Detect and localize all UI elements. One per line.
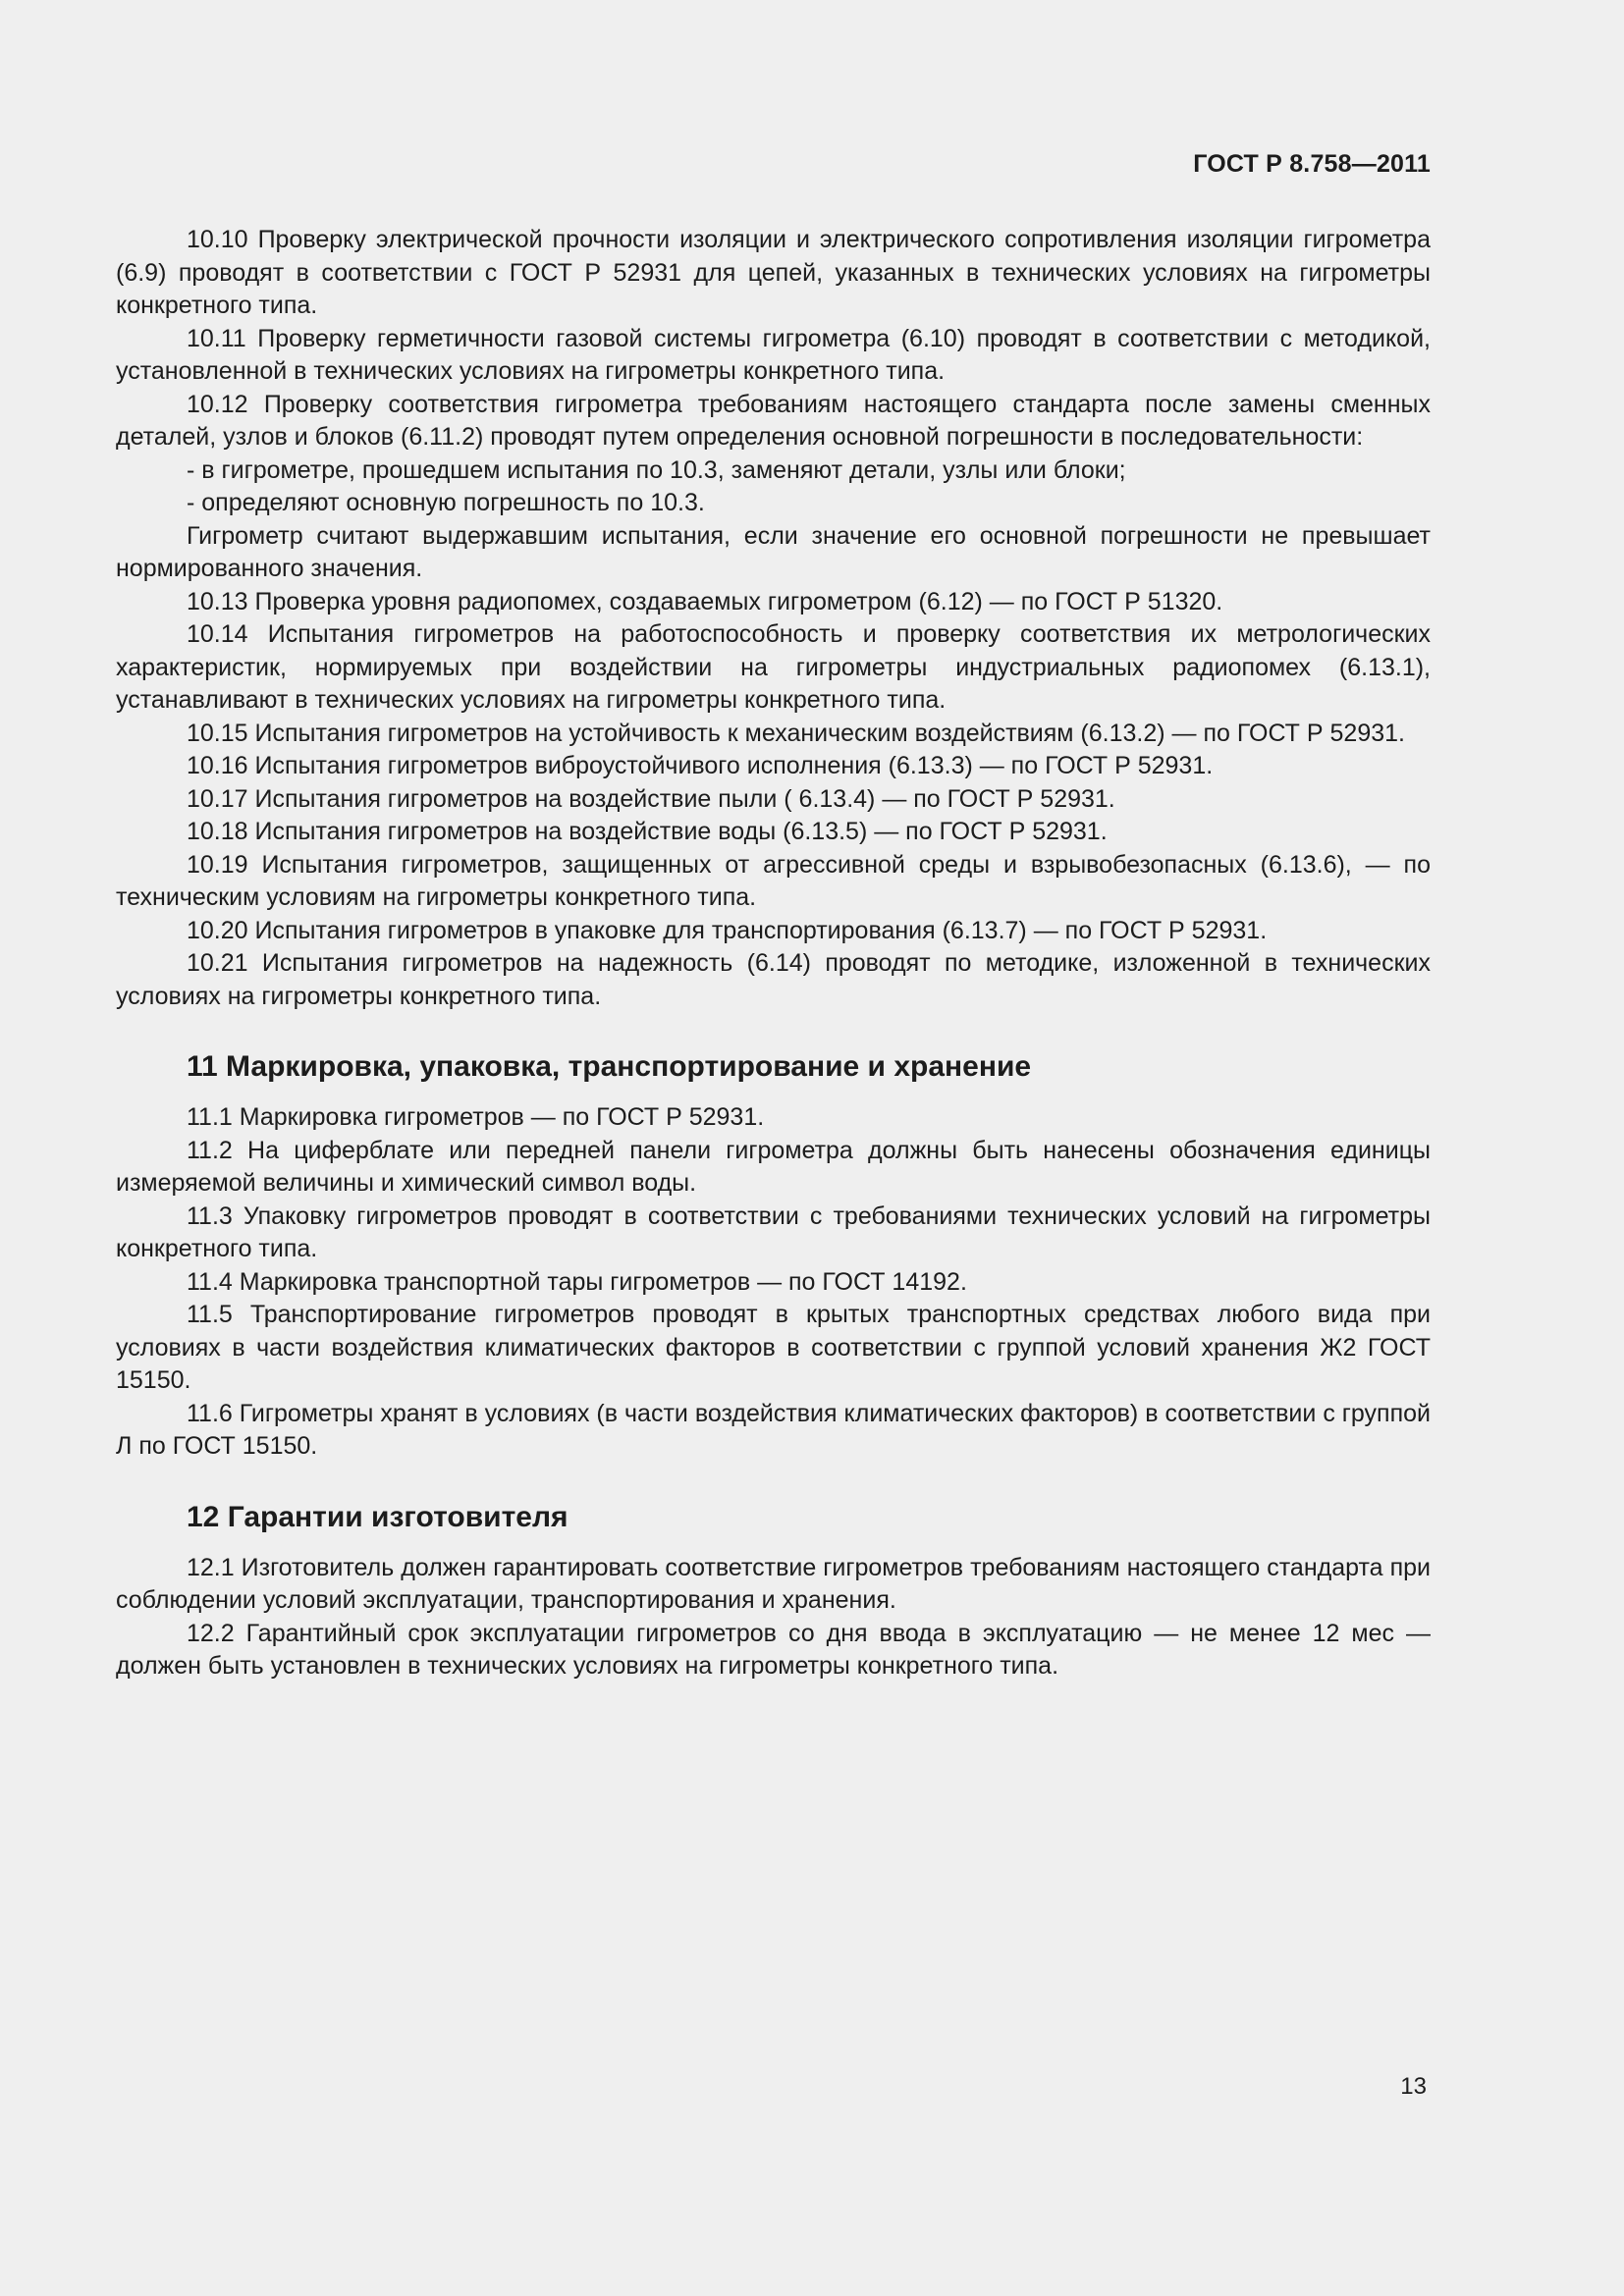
section-12-heading: 12 Гарантии изготовителя bbox=[187, 1500, 568, 1533]
paragraph: - определяют основную погрешность по 10.3. bbox=[187, 489, 705, 516]
paragraph: 10.17 Испытания гигрометров на воздействие пыли ( 6.13.4) — по ГОСТ Р 52931. bbox=[187, 784, 1115, 813]
paragraph: 10.16 Испытания гигрометров виброустойчивого исполнения (6.13.3) — по ГОСТ Р 52931. bbox=[187, 752, 1214, 779]
paragraph: 11.3 Упаковку гигрометров проводят в соответствии с требованиями технических условий на гигрометры конкретного типа. bbox=[116, 1201, 1431, 1262]
paragraph: 10.20 Испытания гигрометров в упаковке для транспортирования (6.13.7) — по ГОСТ Р 52931. bbox=[187, 916, 1268, 944]
paragraph: 10.11 Проверку герметичности газовой системы гигрометра (6.10) проводят в соответствии с методикой, установленной в технических условиях на гигрометры конкретного типа. bbox=[116, 324, 1431, 385]
document-body bbox=[116, 224, 1431, 1683]
paragraph: 11.1 Маркировка гигрометров — по ГОСТ Р 52931. bbox=[187, 1103, 765, 1131]
paragraph: 11.5 Транспортирование гигрометров проводят в крытых транспортных средствах любого вида при условиях в части воздействия климатических факторов в соответствии с группой условий хранения Ж2 ГОСТ 15150. bbox=[116, 1301, 1431, 1394]
paragraph: 10.13 Проверка уровня радиопомех, создаваемых гигрометром (6.12) — по ГОСТ Р 51320. bbox=[187, 587, 1223, 615]
section-10 bbox=[116, 224, 1431, 1013]
paragraph: 12.1 Изготовитель должен гарантировать соответствие гигрометров требованиям настоящего стандарта при соблюдении условий эксплуатации, транспортирования и хранения. bbox=[116, 1553, 1431, 1614]
section-12 bbox=[116, 1552, 1431, 1683]
paragraph: 10.14 Испытания гигрометров на работоспособность и проверку соответствия их метрологических характеристик, нормируемых при воздействии на гигрометры индустриальных радиопомех (6.13.1), устанавливают в технических условиях на гигрометры конкретного типа. bbox=[116, 620, 1431, 714]
paragraph: 11.6 Гигрометры хранят в условиях (в части воздействия климатических факторов) в соответствии с группой Л по ГОСТ 15150. bbox=[116, 1399, 1431, 1460]
paragraph: 10.18 Испытания гигрометров на воздействие воды (6.13.5) — по ГОСТ Р 52931. bbox=[187, 818, 1108, 845]
paragraph: 11.2 На циферблате или передней панели гигрометра должны быть нанесены обозначения единицы измеряемой величины и химический символ воды. bbox=[116, 1136, 1431, 1197]
page-number: 13 bbox=[1400, 2073, 1427, 2100]
paragraph: 10.12 Проверку соответствия гигрометра требованиям настоящего стандарта после замены сменных деталей, узлов и блоков (6.11.2) проводят путем определения основной погрешности в последовательности: bbox=[116, 390, 1431, 451]
document-id-header: ГОСТ Р 8.758—2011 bbox=[1193, 150, 1431, 178]
section-11-heading: 11 Маркировка, упаковка, транспортирование и хранение bbox=[187, 1050, 1032, 1083]
paragraph: 10.15 Испытания гигрометров на устойчивость к механическим воздействиям (6.13.2) — по ГОСТ Р 52931. bbox=[187, 719, 1405, 747]
paragraph: 11.4 Маркировка транспортной тары гигрометров — по ГОСТ 14192. bbox=[187, 1267, 967, 1296]
paragraph: 10.10 Проверку электрической прочности изоляции и электрического сопротивления изоляции гигрометра (6.9) проводят в соответствии с ГОСТ Р 52931 для цепей, указанных в технических условиях на гигрометры конкретного типа. bbox=[116, 226, 1431, 319]
paragraph: 10.19 Испытания гигрометров, защищенных от агрессивной среды и взрывобезопасных (6.13.6), — по техническим условиям на гигрометры конкретного типа. bbox=[116, 850, 1431, 911]
paragraph: 10.21 Испытания гигрометров на надежность (6.14) проводят по методике, изложенной в технических условиях на гигрометры конкретного типа. bbox=[116, 949, 1431, 1010]
paragraph: Гигрометр считают выдержавшим испытания, если значение его основной погрешности не превышает нормированного значения. bbox=[116, 521, 1431, 582]
section-11 bbox=[116, 1101, 1431, 1464]
paragraph: 12.2 Гарантийный срок эксплуатации гигрометров со дня ввода в эксплуатацию — не менее 12 мес — должен быть установлен в технических условиях на гигрометры конкретного типа. bbox=[116, 1619, 1431, 1680]
paragraph: - в гигрометре, прошедшем испытания по 10.3, заменяют детали, узлы или блоки; bbox=[187, 455, 1126, 484]
